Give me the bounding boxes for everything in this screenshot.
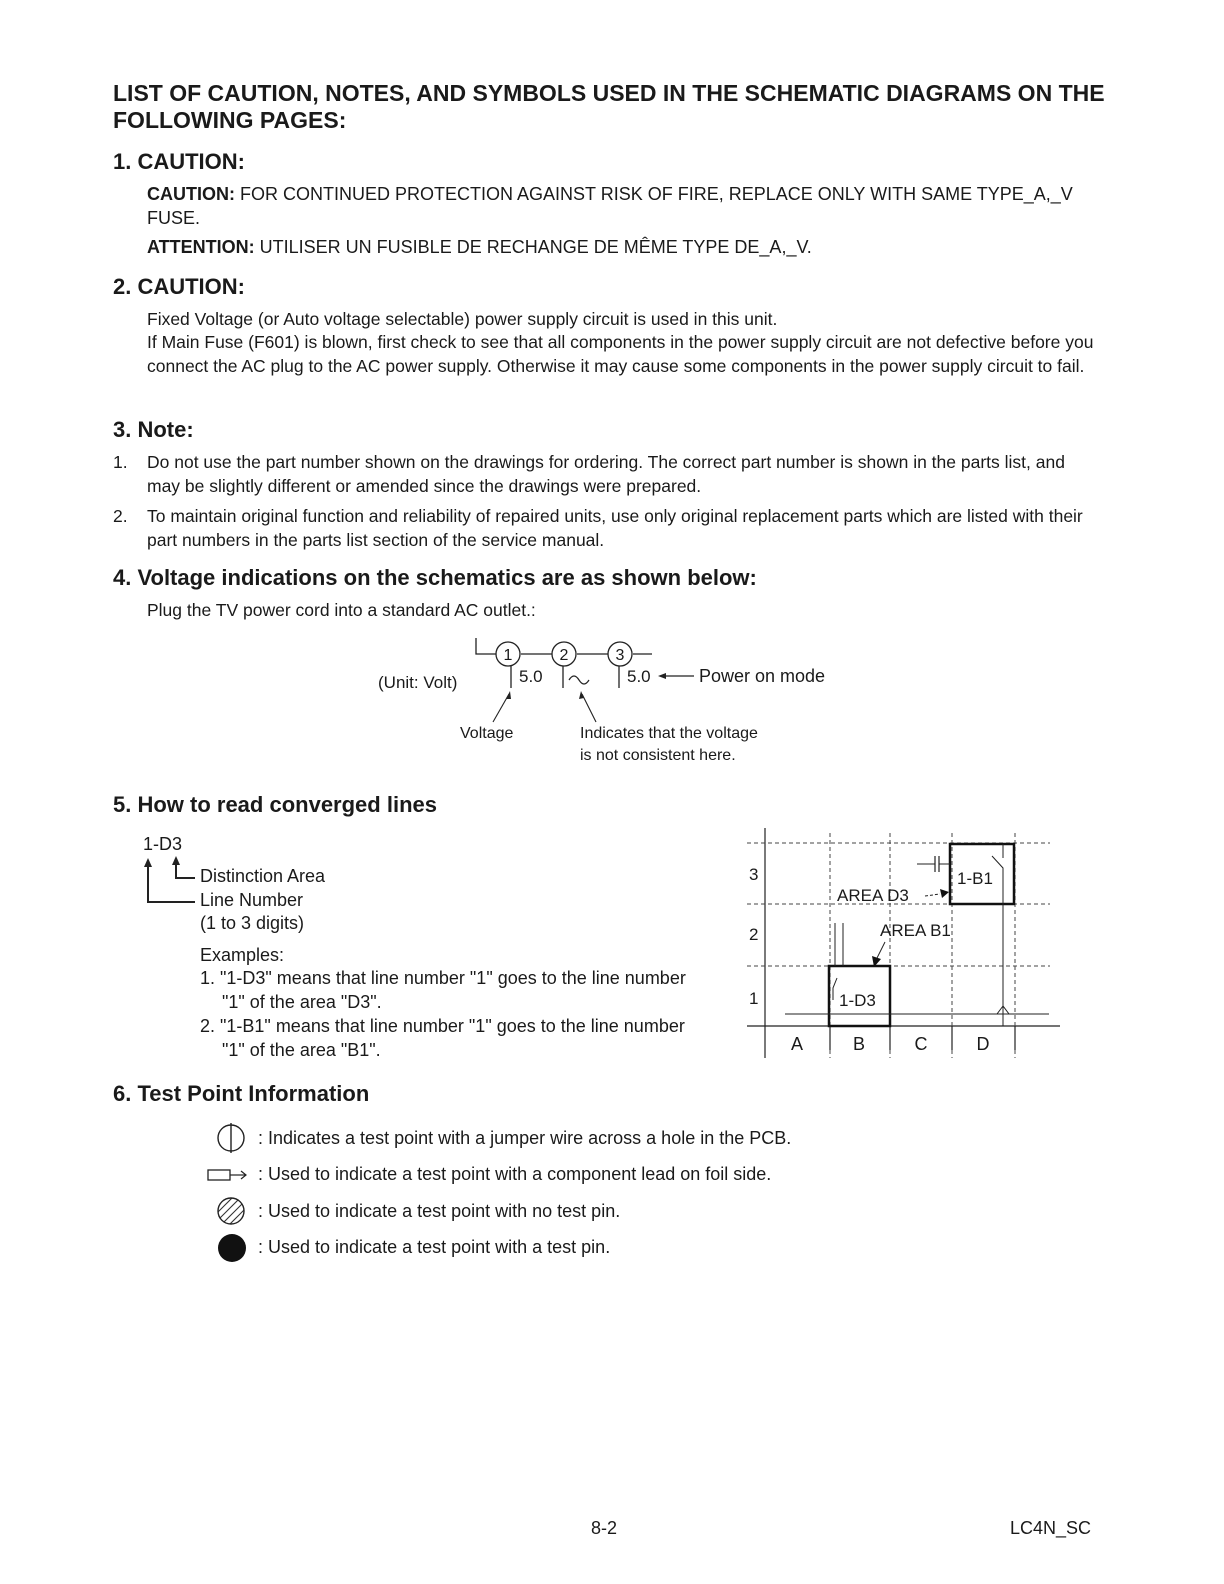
row-label-3: 3 bbox=[749, 865, 759, 884]
row-label-2: 2 bbox=[749, 925, 759, 944]
unit-label: (Unit: Volt) bbox=[378, 673, 458, 692]
voltage-value-3: 5.0 bbox=[627, 667, 651, 686]
example-2-line-2: "1" of the area "B1". bbox=[222, 1040, 381, 1060]
test-point-icons bbox=[200, 1120, 260, 1270]
col-label-a: A bbox=[790, 1034, 804, 1054]
note-item bbox=[113, 504, 1103, 552]
example-1-line-1: 1. "1-D3" means that line number "1" goes to the line number bbox=[200, 968, 686, 988]
component-lead-test-point-icon bbox=[208, 1170, 246, 1180]
test-point-desc-2: : Used to indicate a test point with a component lead on foil side. bbox=[258, 1164, 772, 1184]
attention-text: UTILISER UN FUSIBLE DE RECHANGE DE MÊME TYPE DE_A,_V. bbox=[254, 237, 812, 257]
test-point-desc-1: : Indicates a test point with a jumper wire across a hole in the PCB. bbox=[258, 1128, 792, 1148]
arrow-icon bbox=[658, 673, 666, 679]
no-pin-test-point-icon bbox=[202, 1182, 256, 1236]
section-4-heading: 4. Voltage indications on the schematics are as shown below: bbox=[113, 565, 757, 590]
note-number: 1. bbox=[113, 452, 128, 472]
pin-2-label: 2 bbox=[559, 647, 569, 664]
section-2-line-1: Fixed Voltage (or Auto voltage selectable) power supply circuit is used in this unit. bbox=[147, 309, 778, 329]
row-label-1: 1 bbox=[749, 989, 759, 1008]
note-item bbox=[113, 450, 1103, 498]
attention-paragraph bbox=[147, 235, 1107, 259]
area-d3-label: AREA D3 bbox=[837, 886, 909, 905]
distinction-area-label: Distinction Area bbox=[200, 866, 326, 886]
pin-1-label: 1 bbox=[503, 647, 513, 664]
section-1-heading: 1. CAUTION: bbox=[113, 149, 245, 174]
note-text: To maintain original function and reliability of repaired units, use only original replacement parts which are listed with their part numbers in the parts list section of the service manual. bbox=[147, 506, 1083, 550]
section-3-heading: 3. Note: bbox=[113, 417, 194, 442]
section-6-heading: 6. Test Point Information bbox=[113, 1081, 370, 1106]
section-4-intro: Plug the TV power cord into a standard AC outlet.: bbox=[147, 600, 536, 620]
page-title: LIST OF CAUTION, NOTES, AND SYMBOLS USED IN THE SCHEMATIC DIAGRAMS ON THE FOLLOWING PAGES: bbox=[113, 80, 1105, 133]
converged-line-legend bbox=[140, 830, 750, 1070]
box-1-d3-label: 1-D3 bbox=[839, 991, 876, 1010]
col-label-b: B bbox=[852, 1034, 866, 1054]
col-label-d: D bbox=[976, 1034, 990, 1054]
col-label-c: C bbox=[914, 1034, 928, 1054]
section-2-heading: 2. CAUTION: bbox=[113, 274, 245, 299]
example-1-line-2: "1" of the area "D3". bbox=[222, 992, 382, 1012]
area-grid-diagram bbox=[735, 828, 1065, 1060]
example-2-line-1: 2. "1-B1" means that line number "1" goes to the line number bbox=[200, 1016, 685, 1036]
voltage-caption: Voltage bbox=[460, 725, 514, 742]
test-pin-icon bbox=[218, 1234, 246, 1262]
test-point-desc-3: : Used to indicate a test point with no test pin. bbox=[258, 1201, 621, 1221]
section-2-line-2: If Main Fuse (F601) is blown, first check to see that all components in the power supply circuit are not defective before you connect the AC plug to the AC power supply. Otherwise it may cause some components in the power supply circuit to fail. bbox=[147, 332, 1094, 376]
section-5-heading: 5. How to read converged lines bbox=[113, 792, 437, 817]
arrow-to-b1-box-icon bbox=[940, 889, 949, 898]
caution-paragraph bbox=[147, 182, 1107, 230]
box-1-b1-label: 1-B1 bbox=[957, 869, 993, 888]
line-number-label: Line Number bbox=[200, 890, 304, 910]
power-on-mode-label: Power on mode bbox=[699, 666, 826, 686]
voltage-indication-diagram bbox=[360, 630, 860, 770]
inconsistent-caption-line-1: Indicates that the voltage bbox=[580, 725, 758, 742]
page-number: 8-2 bbox=[591, 1518, 618, 1538]
pin-3-label: 3 bbox=[615, 647, 625, 664]
note-text: Do not use the part number shown on the drawings for ordering. The correct part number is shown in the parts list, and may be slightly different or amended since the drawings were prepared. bbox=[147, 452, 1065, 496]
jumper-test-point-icon bbox=[218, 1123, 244, 1153]
attention-label: ATTENTION: bbox=[147, 237, 255, 257]
examples-label: Examples: bbox=[200, 945, 285, 965]
caution-text: FOR CONTINUED PROTECTION AGAINST RISK OF FIRE, REPLACE ONLY WITH SAME TYPE_A,_V FUSE. bbox=[147, 184, 1073, 228]
voltage-value-1: 5.0 bbox=[519, 667, 543, 686]
caution-label: CAUTION: bbox=[147, 184, 235, 204]
line-code-example: 1-D3 bbox=[143, 834, 183, 854]
digits-label: (1 to 3 digits) bbox=[200, 913, 305, 933]
test-point-desc-4: : Used to indicate a test point with a test pin. bbox=[258, 1237, 611, 1257]
area-b1-label: AREA B1 bbox=[880, 921, 951, 940]
note-number: 2. bbox=[113, 506, 128, 526]
document-code: LC4N_SC bbox=[1010, 1518, 1092, 1538]
inconsistent-voltage-icon bbox=[569, 676, 589, 684]
inconsistent-caption-line-2: is not consistent here. bbox=[580, 747, 736, 764]
